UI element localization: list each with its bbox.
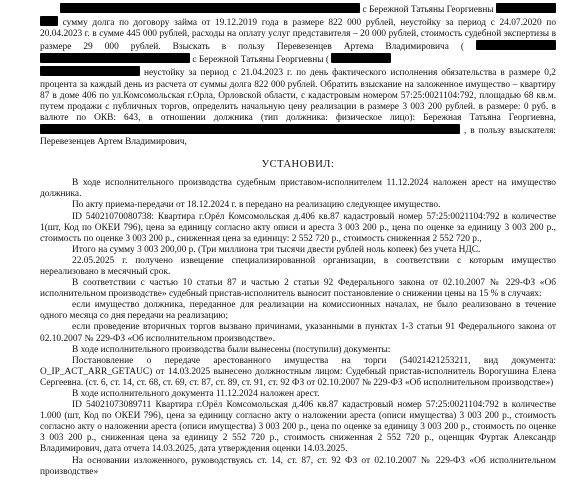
paragraph-property-item-2: ID 54021073089711 Квартира г.Орёл Комсомольская д.406 кв.87 кадастровый номер 57:25:0021104:792 в количестве 1.000 (шт, Код по ОКЕИ 796), цена за единицу согласно акту о наложении ареста (описи имущества) 3 003 200 р., стоимость согласно акту о наложении ареста (описи имущества) 3 003 200 р., цена по оценке за единицу 3 003 200 р., стоимость по оценке 3 003 200 р., сниженная цена за единицу 2 552 720 р., стоимость сниженная 2 552 720 р., оценщик Фуртак Александр Владимирович, дата отчета 14.03.2025, дата утверждения оценки 14.03.2025. xyxy=(40,400,556,455)
redaction-block xyxy=(476,40,556,50)
paragraph-law-reference: В соответствии с частью 10 статьи 87 и частью 2 статьи 92 Федерального закона от 02.10.2007 № 229-ФЗ «Об исполнительном производстве» судебный пристав-исполнитель выносит постановление о снижении цены на 15 % в случаях: xyxy=(40,278,556,300)
redaction-block xyxy=(331,53,391,63)
redaction-block xyxy=(40,124,460,134)
paragraph-basis: На основании изложенного, руководствуясь ст. 14, ст. 87, ст. 92 ФЗ от 02.10.2007 № 229-ФЗ «Об исполнительном производстве» xyxy=(40,455,556,477)
redaction-block xyxy=(496,3,556,13)
paragraph-penalty-tail: , в пользу взыскателя: Перевезенцев Артем Владимирович, xyxy=(40,125,556,148)
paragraph-debt-tail: с Бережной Татьяны Георгиевны ( xyxy=(192,55,330,66)
redaction-block xyxy=(40,53,190,63)
paragraph-penalty-text: неустойку за период с 21.04.2023 г. по день фактического исполнения обязательства в размере 0,2 процента за каждый день из расчета от суммы долга 822 000 рублей. Обратить взыскание на заложенное имущество – квартиру 87 в доме 406 по ул.Комсомольская г.Орла, Орловской области, с кадастровым номером 57:25:0021104:792, площадью 68 кв.м. путем продажи с публичных торгов, определить начальную цену реализации в размере 3 003 200 рублей. в размере: 0 руб. в валюте по ОКВ: 643, в отношении должника (тип должника: физическое лицо): Бережная Татьяна Георгиевна, xyxy=(40,68,556,123)
paragraph-case-1: если имущество должника, переданное для реализации на комиссионных началах, не было реализовано в течение одного месяца со дня передачи на реализацию; xyxy=(40,300,556,322)
redaction-block xyxy=(40,66,140,76)
line-1 xyxy=(40,3,556,16)
paragraph-debt-text: сумму долга по договору займа от 19.12.2019 года в размере 822 000 рублей, неустойку за период с 24.07.2020 по 20.04.2023 г. в сумме 445 000 рублей, расходы на оплату услуг представителя – 20 000 рублей, стоимость судебной экспертизы в размере 29 000 рублей. Взыскать в пользу Перевезенцев Артема Владимировича ( xyxy=(40,18,557,53)
redaction-block xyxy=(60,3,360,13)
paragraph-penalty xyxy=(40,66,556,148)
paragraph-transfer: По акту приема-передачи от 18.12.2024 г. в передано на реализацию следующее имущество. xyxy=(72,200,441,211)
paragraph-notice: 22.05.2025 г. получено извещение специализированной организации, в соответствии с которым имущество нереализовано в месячный срок. xyxy=(40,255,556,277)
paragraph-documents: В ходе исполнительного производства были вынесены (поступили) документы: xyxy=(72,344,391,355)
paragraph-case-2: если проведение вторичных торгов вызвано причинами, указанными в пунктах 1-3 статьи 91 Федерального закона от 02.10.2007 № 229-ФЗ «Об исполнительном производстве». xyxy=(40,322,556,344)
redaction-block xyxy=(40,16,58,26)
line-1-text: с Бережной Татьяны Георгиевны xyxy=(362,5,494,15)
paragraph-resolution: Постановление о передаче арестованного имущества на торги (54021421253211, вид документа: O_IP_ACT_ARR_GETAUC) от 14.03.2025 вынесено должностным лицом: Судебный пристав-исполнитель Ворогушина Елена Сергеевна. (ст. 6, ст. 14, ст. 68, ст. 69, ст. 87, ст. 89, ст. 91, ст. 92 ФЗ от 02.10.2007 № 229-ФЗ «Об исполнительном производстве») xyxy=(40,355,556,388)
section-heading: УСТАНОВИЛ: xyxy=(261,159,335,171)
paragraph-arrest: В ходе исполнительного производства судебным приставом-исполнителем 11.12.2024 наложен арест на имущество должника. xyxy=(40,178,556,200)
paragraph-property-item: ID 54021070080738: Квартира г.Орёл Комсомольская д.406 кв.87 кадастровый номер 57:25:0021104:792 в количестве 1(шт, Код по ОКЕИ 796), цена за единицу согласно акту описи и ареста 3 003 200 р., цена по оценке за единицу 3 003 200 р., стоимость по оценке 3 003 200 р., сниженная цена за единицу: 2 552 720 р., стоимость сниженная 2 552 720 р., xyxy=(40,211,556,244)
paragraph-debt xyxy=(40,16,556,66)
paragraph-arrest-2: В ходе исполнительного документа 11.12.2024 наложен арест. xyxy=(72,389,320,399)
paragraph-total: Итого на сумму 3 003 200,00 р. (Три миллиона три тысячи двести рублей ноль копеек) без учета НДС. xyxy=(72,244,481,255)
